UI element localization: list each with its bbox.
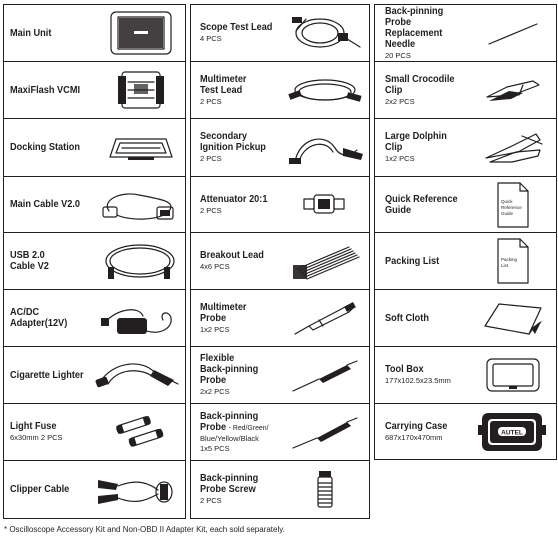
probe-screw-icon (283, 461, 367, 518)
column-2 (190, 4, 370, 519)
usb-cable-icon (96, 233, 182, 289)
item-quick-reference-guide (375, 177, 556, 233)
breakout-lead-icon (283, 233, 367, 289)
multimeter-lead-icon (283, 62, 367, 118)
scope-lead-icon (283, 5, 367, 61)
multimeter-probe-icon (283, 290, 367, 346)
item-quantity: 687x170x470mm (385, 432, 443, 442)
item-light-fuse (4, 404, 185, 461)
footnote: * Oscilloscope Accessory Kit and Non-OBD II Adapter Kit, each sold separately. (4, 525, 285, 534)
item-ac-dc-adapter (4, 290, 185, 347)
tablet-icon (100, 5, 182, 61)
item-multimeter-probe (191, 290, 369, 347)
crocodile-clip-icon (473, 62, 553, 118)
item-quantity: 2 PCS (200, 96, 222, 106)
item-name: Carrying Case (385, 420, 448, 432)
quick-reference-guide-icon (473, 177, 553, 232)
item-quantity: 6x30mm 2 PCS (10, 433, 63, 442)
item-name: MaxiFlash VCMI (10, 84, 81, 96)
item-name: Multimeter Test Lead (200, 73, 247, 96)
item-name: AC/DC Adapter(12V) (10, 307, 68, 329)
carrying-case-icon (471, 404, 553, 459)
item-multimeter-test-lead (191, 62, 369, 119)
clipper-cable-icon (92, 461, 182, 518)
item-name-main: Back-pinning Probe (200, 410, 259, 433)
item-name: Large Dolphin Clip (385, 131, 447, 153)
item-name: Light Fuse (10, 421, 57, 432)
item-main-cable (4, 177, 185, 233)
item-carrying-case (375, 404, 556, 459)
item-replacement-needle (375, 5, 556, 62)
item-name: Scope Test Lead (200, 22, 273, 33)
item-maxiflash-vcmi (4, 62, 185, 119)
item-cigarette-lighter (4, 347, 185, 404)
item-flexible-back-pinning-probe (191, 347, 369, 404)
item-tool-box (375, 347, 556, 404)
item-quantity: 177x102.5x23.5mm (385, 376, 451, 385)
item-name: Quick Reference Guide (385, 193, 458, 216)
needle-icon (473, 5, 553, 61)
item-name: Main Cable V2.0 (10, 199, 81, 210)
item-large-dolphin-clip (375, 119, 556, 177)
item-quantity: 20 PCS (385, 50, 411, 60)
item-quantity: Blue/Yellow/Black 1x5 PCS (200, 433, 259, 453)
item-name: Back-pinning Probe Replacement Needle (385, 5, 444, 50)
power-adapter-icon (96, 290, 182, 346)
item-name: Packing List (385, 255, 440, 267)
item-name: Clipper Cable (10, 484, 70, 495)
obd-cable-icon (96, 177, 182, 232)
item-attenuator (191, 177, 369, 233)
item-quantity: 1x2 PCS (200, 324, 230, 334)
fuse-icon (100, 404, 182, 460)
item-name: Tool Box (385, 364, 424, 375)
item-breakout-lead (191, 233, 369, 290)
item-quantity: 1x2 PCS (385, 154, 415, 163)
item-name: Attenuator 20:1 (200, 193, 268, 205)
item-name: Small Crocodile Clip (385, 73, 455, 96)
back-pinning-probe-icon (283, 404, 367, 460)
item-name: Soft Cloth (385, 312, 429, 324)
item-name: Secondary Ignition Pickup (200, 131, 266, 153)
case-brand-logo: AUTEL (501, 429, 523, 436)
docking-station-icon (100, 119, 182, 176)
item-soft-cloth (375, 290, 556, 347)
item-quantity: 2x2 PCS (385, 96, 415, 106)
svg-text:Packing: Packing (501, 257, 518, 262)
item-colors: - Red/Green/ (228, 422, 269, 432)
item-name: Docking Station (10, 142, 81, 153)
item-quantity: 4x6 PCS (200, 262, 230, 271)
cigarette-lighter-cable-icon (92, 347, 182, 403)
svg-text:Guide: Guide (501, 210, 514, 216)
item-quantity: 2x2 PCS (200, 387, 230, 396)
item-name: Flexible Back-pinning Probe (200, 353, 259, 386)
dolphin-clip-icon (473, 119, 553, 176)
item-packing-list (375, 233, 556, 290)
item-name: Main Unit (10, 27, 52, 39)
item-docking-station (4, 119, 185, 177)
vcmi-device-icon (100, 62, 182, 118)
attenuator-icon (283, 177, 367, 232)
column-1 (3, 4, 186, 519)
item-quantity: 2 PCS (200, 154, 222, 163)
ignition-pickup-icon (283, 119, 367, 176)
item-quantity: 2 PCS (200, 205, 222, 215)
item-main-unit (4, 5, 185, 62)
item-name: Multimeter Probe (200, 301, 247, 324)
item-quantity: 4 PCS (200, 34, 222, 43)
packing-list-icon (473, 233, 553, 289)
tool-box-icon (473, 347, 553, 403)
item-quantity: 2 PCS (200, 496, 222, 505)
item-name: USB 2.0 Cable V2 (10, 250, 49, 272)
item-name: Back-pinning Probe Screw (200, 473, 259, 495)
column-3 (374, 4, 557, 460)
item-name (200, 411, 269, 433)
item-back-pinning-probe (191, 404, 369, 461)
item-back-pinning-probe-screw (191, 461, 369, 518)
item-small-crocodile-clip (375, 62, 556, 119)
item-name: Breakout Lead (200, 250, 264, 261)
item-clipper-cable (4, 461, 185, 518)
svg-text:Quick: Quick (501, 198, 513, 204)
soft-cloth-icon (473, 290, 553, 346)
item-usb-cable (4, 233, 185, 290)
item-name: Cigarette Lighter (10, 369, 84, 381)
item-secondary-ignition-pickup (191, 119, 369, 177)
svg-text:List: List (501, 263, 509, 268)
item-scope-test-lead (191, 5, 369, 62)
svg-text:Reference: Reference (501, 204, 522, 210)
flexible-probe-icon (283, 347, 367, 403)
